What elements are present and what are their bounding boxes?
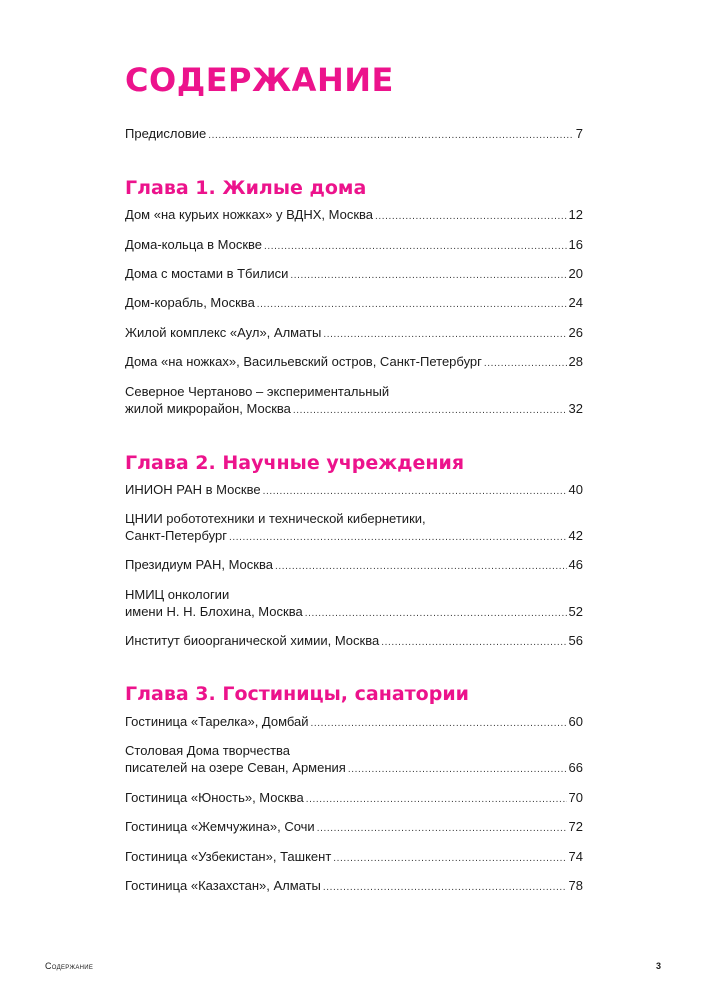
dot-leader [305,606,567,622]
page-title: СОДЕРЖАНИЕ [125,61,394,99]
toc-entry-page: 46 [568,557,583,572]
toc-entry[interactable] [125,633,583,651]
toc-entry-page: 56 [568,633,583,648]
toc-entry-title: Гостиница «Юность», Москва [125,790,304,805]
toc-entry[interactable] [125,878,583,896]
toc-entry-page: 28 [568,354,583,369]
toc-entry-title: писателей на озере Севан, Армения [125,760,346,775]
chapter-3-title: Глава 3. Гостиницы, санатории [125,683,469,705]
toc-entry-first-line[interactable]: НМИЦ онкологии [125,587,230,602]
toc-entry-page: 74 [568,849,583,864]
toc-entry-page: 42 [568,528,583,543]
toc-entry-title: Дома с мостами в Тбилиси [125,266,289,281]
toc-entry-page: 16 [568,237,583,252]
footer-section-label: Содержание [45,961,94,971]
toc-entry-page: 12 [568,207,583,222]
toc-entry-title: Институт биоорганической химии, Москва [125,633,380,648]
toc-entry[interactable] [125,760,583,778]
footer-page-number: 3 [656,961,662,971]
dot-leader [484,356,567,372]
toc-entry-title: жилой микрорайон, Москва [125,401,291,416]
toc-entry-title: Дома-кольца в Москве [125,237,263,252]
toc-entry-page: 72 [568,819,583,834]
toc-entry[interactable] [125,401,583,419]
toc-entry[interactable] [125,354,583,372]
dot-leader [375,209,567,225]
toc-entry-title: Дома «на ножках», Васильевский остров, Санкт-Петербург [125,354,482,369]
toc-entry[interactable] [125,325,583,343]
toc-entry-title: Гостиница «Жемчужина», Сочи [125,819,315,834]
toc-entry[interactable] [125,482,583,500]
toc-entry[interactable] [125,557,583,575]
toc-entry-page: 78 [568,878,583,893]
toc-entry-title: ИНИОН РАН в Москве [125,482,261,497]
toc-entry-page: 24 [568,295,583,310]
dot-leader [208,128,574,144]
toc-entry-title: Санкт-Петербург [125,528,227,543]
toc-entry[interactable] [125,295,583,313]
toc-entry-page: 32 [568,401,583,416]
toc-entry-page: 7 [575,126,583,141]
toc-entry[interactable] [125,819,583,837]
toc-entry-page: 70 [568,790,583,805]
toc-entry-first-line[interactable]: Северное Чертаново – экспериментальный [125,384,390,399]
toc-entry[interactable] [125,714,583,732]
toc-entry[interactable] [125,266,583,284]
chapter-1-title: Глава 1. Жилые дома [125,177,367,199]
toc-entry-page: 26 [568,325,583,340]
dot-leader [263,484,567,500]
toc-entry[interactable] [125,528,583,546]
toc-entry-title: имени Н. Н. Блохина, Москва [125,604,303,619]
dot-leader [229,530,567,546]
dot-leader [264,239,567,255]
toc-entry[interactable] [125,790,583,808]
dot-leader [275,559,567,575]
toc-entry-title: Дом-корабль, Москва [125,295,255,310]
toc-entry-preface[interactable] [125,126,583,144]
toc-entry[interactable] [125,604,583,622]
toc-entry-title: Предисловие [125,126,207,141]
toc-entry-title: Президиум РАН, Москва [125,557,273,572]
dot-leader [323,880,567,896]
dot-leader [306,792,567,808]
dot-leader [348,762,567,778]
toc-entry-title: Гостиница «Узбекистан», Ташкент [125,849,332,864]
toc-entry-title: Дом «на курьих ножках» у ВДНХ, Москва [125,207,374,222]
toc-entry-page: 20 [568,266,583,281]
chapter-2-title: Глава 2. Научные учреждения [125,452,465,474]
dot-leader [333,851,566,867]
dot-leader [257,297,567,313]
toc-entry-title: Гостиница «Казахстан», Алматы [125,878,321,893]
toc-entry-page: 66 [568,760,583,775]
toc-entry[interactable] [125,207,583,225]
dot-leader [381,635,566,651]
dot-leader [293,403,567,419]
toc-entry-title: Жилой комплекс «Аул», Алматы [125,325,322,340]
toc-entry-page: 52 [568,604,583,619]
toc-entry-first-line[interactable]: Столовая Дома творчества [125,743,291,758]
dot-leader [311,716,567,732]
toc-entry[interactable] [125,237,583,255]
toc-entry-first-line[interactable]: ЦНИИ робототехники и технической кибернетики, [125,511,426,526]
toc-entry[interactable] [125,849,583,867]
toc-entry-page: 40 [568,482,583,497]
dot-leader [290,268,566,284]
toc-entry-page: 60 [568,714,583,729]
toc-entry-title: Гостиница «Тарелка», Домбай [125,714,309,729]
dot-leader [323,327,566,343]
dot-leader [317,821,567,837]
